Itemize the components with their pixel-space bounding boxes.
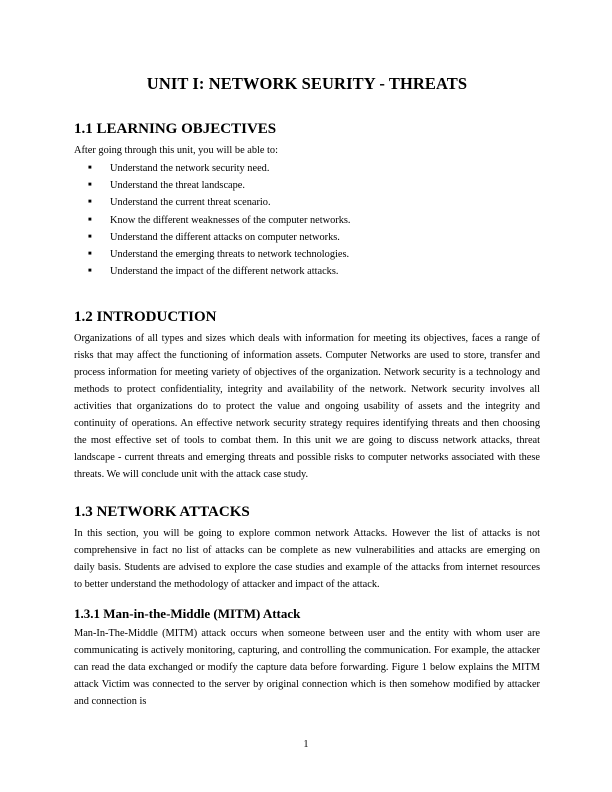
page-number: 1 xyxy=(303,739,309,750)
page-content xyxy=(74,74,540,710)
list-item-text: Understand the network security need. xyxy=(110,163,270,174)
square-bullet-icon: ■ xyxy=(88,233,92,240)
list-item-text: Understand the different attacks on computer networks. xyxy=(110,231,340,243)
list-item xyxy=(88,194,540,211)
learning-objectives-list xyxy=(74,160,540,280)
list-item-text: Understand the impact of the different network attacks. xyxy=(110,266,339,278)
list-item xyxy=(88,263,540,280)
list-item xyxy=(88,177,540,194)
list-item xyxy=(88,212,540,229)
subsection-heading-mitm: 1.3.1 Man-in-the-Middle (MITM) Attack xyxy=(74,606,301,622)
square-bullet-icon: ■ xyxy=(88,268,92,275)
document-title: UNIT I: NETWORK SEURITY - THREATS xyxy=(146,74,468,93)
list-item-text: Know the different weaknesses of the computer networks. xyxy=(110,214,351,226)
list-item-text: Understand the emerging threats to network technologies. xyxy=(110,249,350,261)
list-item xyxy=(88,160,540,177)
list-item xyxy=(88,229,540,246)
square-bullet-icon: ■ xyxy=(88,182,92,189)
list-item-text: Understand the threat landscape. xyxy=(110,180,245,192)
section-heading-network-attacks: 1.3 NETWORK ATTACKS xyxy=(74,504,250,521)
network-attacks-paragraph: In this section, you will be going to explore common network Attacks. However the list of attacks is not comprehensive in fact no list of attacks can be complete as new vulnerabilities and attacks are emerging on daily basis. Students are advised to explore the case studies and example of the attacks from internet resources to better understand the methodology of attacker and impact of the attack. xyxy=(74,528,540,591)
list-item xyxy=(88,246,540,263)
introduction-paragraph: Organizations of all types and sizes which deals with information for meeting its objectives, faces a range of risks that may affect the functioning of information assets. Computer Networks are used to store, transfer and process information for meeting variety of objectives of the organization. Network security is a technology and methods to protect confidentiality, integrity and availability of the network. Network security involves all activities that organizations do to protect the value and ongoing usability of assets and the integrity and continuity of operations. An effective network security strategy requires identifying threats and then choosing the most effective set of tools to combat them. In this unit we are going to discuss network attacks, threat landscape - current threats and emerging threats and possible risks to computer networks associated with these threats. We will conclude unit with the attack case study. xyxy=(74,333,540,481)
square-bullet-icon: ■ xyxy=(88,251,92,258)
section-heading-introduction: 1.2 INTRODUCTION xyxy=(74,309,217,326)
mitm-paragraph: Man-In-The-Middle (MITM) attack occurs when someone between user and the entity with whom user are communicating is actively monitoring, capturing, and controlling the communication. For example, the attacker can read the data exchanged or modify the capture data before forwarding. Figure 1 below explains the MITM attack Victim was connected to the server by original connection which is then somehow modified by attacker and connection is xyxy=(74,628,540,708)
list-item-text: Understand the current threat scenario. xyxy=(110,197,271,209)
section-heading-learning-objectives: 1.1 LEARNING OBJECTIVES xyxy=(74,121,277,137)
square-bullet-icon: ■ xyxy=(88,216,92,223)
square-bullet-icon: ■ xyxy=(88,165,92,171)
square-bullet-icon: ■ xyxy=(88,199,92,206)
learning-objectives-intro: After going through this unit, you will be able to: xyxy=(74,145,278,156)
